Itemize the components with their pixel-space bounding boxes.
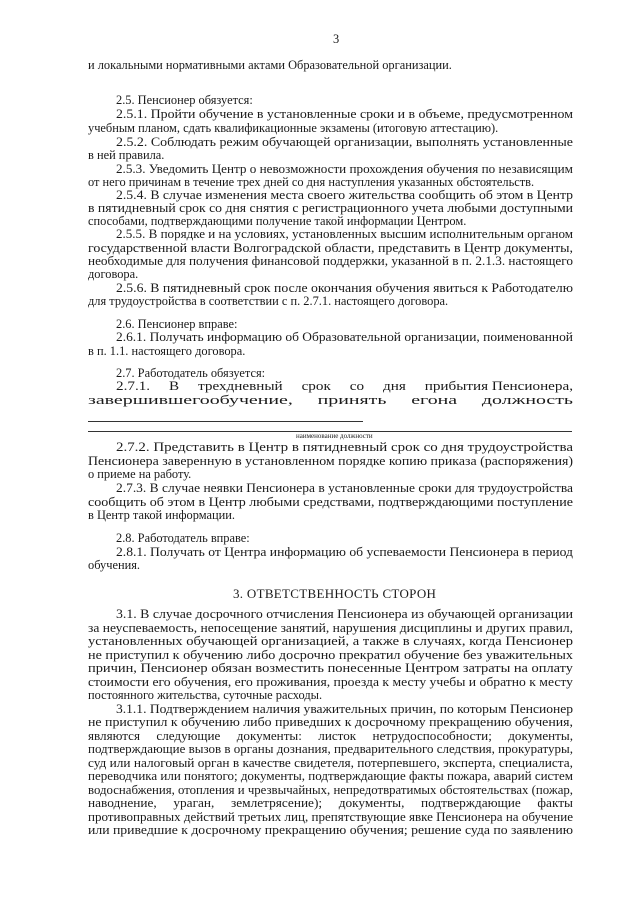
text-line: обучения. bbox=[88, 558, 141, 572]
text-line: наводнение, ураган, землетрясение); документы, подтверждающие факты bbox=[88, 796, 573, 810]
text-line: в п. 1.1. настоящего договора. bbox=[88, 344, 246, 358]
text-line: способами, подтверждающими получение такой информации Центром. bbox=[88, 214, 467, 228]
position-blank-line-1 bbox=[88, 421, 363, 422]
text-line: подтверждающие вызов в органы дознания, предварительного следствия, прокуратуры, bbox=[88, 742, 573, 756]
text-line: 2.8.1. Получать от Центра информацию об успеваемости Пенсионера в период bbox=[116, 545, 573, 559]
text-line: Пенсионера заверенную в установленном порядке копию приказа (распоряжения) bbox=[88, 454, 573, 468]
text-line: и локальными нормативными актами Образовательной организации. bbox=[88, 58, 452, 72]
text-line: 2.7.2. Представить в Центр в пятидневный срок со дня трудоустройства bbox=[116, 440, 573, 454]
text-line: в Центр такой информации. bbox=[88, 508, 236, 522]
text-line: 2.5.3. Уведомить Центр о невозможности прохождения обучения по независящим bbox=[116, 162, 573, 176]
text-line: 2.7.1. В трехдневный срок со дня прибытия Пенсионера, bbox=[116, 379, 573, 393]
text-line: 2.6. Пенсионер вправе: bbox=[116, 317, 238, 331]
text-line: за неуспеваемость, непосещение занятий, нарушения дисциплины и других правил, bbox=[88, 621, 573, 635]
text-line: о приеме на работу. bbox=[88, 467, 192, 481]
text-line: в пятидневный срок со дня снятия с регистрационного учета любыми доступными bbox=[88, 201, 573, 215]
text-line: постоянного жительства, суточные расходы. bbox=[88, 688, 323, 702]
text-line: 2.7.3. В случае неявки Пенсионера в установленные сроки для трудоустройства bbox=[116, 481, 573, 495]
text-line: 2.7. Работодатель обязуется: bbox=[116, 366, 266, 380]
text-line: 2.5.4. В случае изменения места своего жительства сообщить об этом в Центр bbox=[116, 188, 573, 202]
text-line: водоснабжения, отопления и чрезвычайных, непредотвратимых обстоятельствах (пожар, bbox=[88, 783, 573, 797]
text-line: необходимые для получения финансовой поддержки, указанной в п. 2.1.3. настоящего bbox=[88, 254, 573, 268]
text-line: суд или налоговый орган в качестве свидетеля, потерпевшего, эксперта, специалиста, bbox=[88, 756, 573, 770]
text-line: 2.6.1. Получать информацию об Образовательной организации, поименованной bbox=[116, 330, 573, 344]
text-line: не приступил к обучению либо досрочно прекратил обучение без уважительных bbox=[88, 648, 573, 662]
text-line: 2.5.1. Пройти обучение в установленные сроки и в объеме, предусмотренном bbox=[116, 107, 573, 121]
text-line: или приведшие к досрочному прекращению обучения; решение суда по заявлению bbox=[88, 823, 573, 837]
text-line: государственной власти Волгоградской области, представить в Центр документы, bbox=[88, 241, 573, 255]
text-line: 3.1.1. Подтверждением наличия уважительных причин, по которым Пенсионер bbox=[116, 702, 573, 716]
text-line: установленных обучающей организацией, а также в случаях, когда Пенсионер bbox=[88, 634, 573, 648]
page-number: 3 bbox=[333, 32, 340, 46]
text-line: переводчика или понятого; документы, подтверждающие факты пожара, аварий систем bbox=[88, 769, 573, 783]
text-line: сообщить об этом в Центр любыми средствами, подтверждающими поступление bbox=[88, 495, 573, 509]
text-line: 3.1. В случае досрочного отчисления Пенсионера из обучающей организации bbox=[116, 607, 573, 621]
section-heading: 3. ОТВЕТСТВЕННОСТЬ СТОРОН bbox=[233, 586, 437, 601]
text-line: не приступил к обучению либо приведших к досрочному прекращению обучения, bbox=[88, 715, 573, 729]
text-line: договора. bbox=[88, 267, 139, 281]
text-line: от него причинам в течение трех дней со дня наступления указанных обстоятельств. bbox=[88, 175, 535, 189]
text-line: противоправных действий третьих лиц, препятствующие явке Пенсионера на обучение bbox=[88, 810, 573, 824]
text-line: в ней правила. bbox=[88, 148, 165, 162]
position-caption: наименование должности bbox=[296, 432, 373, 440]
text-line: причин, Пенсионер обязан возместить понесенные Центром затраты на оплату bbox=[88, 661, 573, 675]
text-line: 2.8. Работодатель вправе: bbox=[116, 531, 250, 545]
text-line: 2.5.5. В порядке и на условиях, установленных высшим исполнительным органом bbox=[116, 227, 573, 241]
text-line: являются следующие документы: листок нетрудоспособности; документы, bbox=[88, 729, 573, 743]
text-line: учебным планом, сдать квалификационные экзамены (итоговую аттестацию). bbox=[88, 121, 499, 135]
text-line: 2.5. Пенсионер обязуется: bbox=[116, 93, 253, 107]
text-line: 2.5.2. Соблюдать режим обучающей организации, выполнять установленные bbox=[116, 135, 573, 149]
text-line: для трудоустройства в соответствии с п. 2.7.1. настоящего договора. bbox=[88, 294, 449, 308]
text-line: стоимости его обучения, его проживания, проезда к месту учебы и обратно к месту bbox=[88, 675, 573, 689]
text-line: завершившегообучение, принять егона должность bbox=[88, 393, 573, 407]
text-line: 2.5.6. В пятидневный срок после окончания обучения явиться к Работодателю bbox=[116, 281, 573, 295]
